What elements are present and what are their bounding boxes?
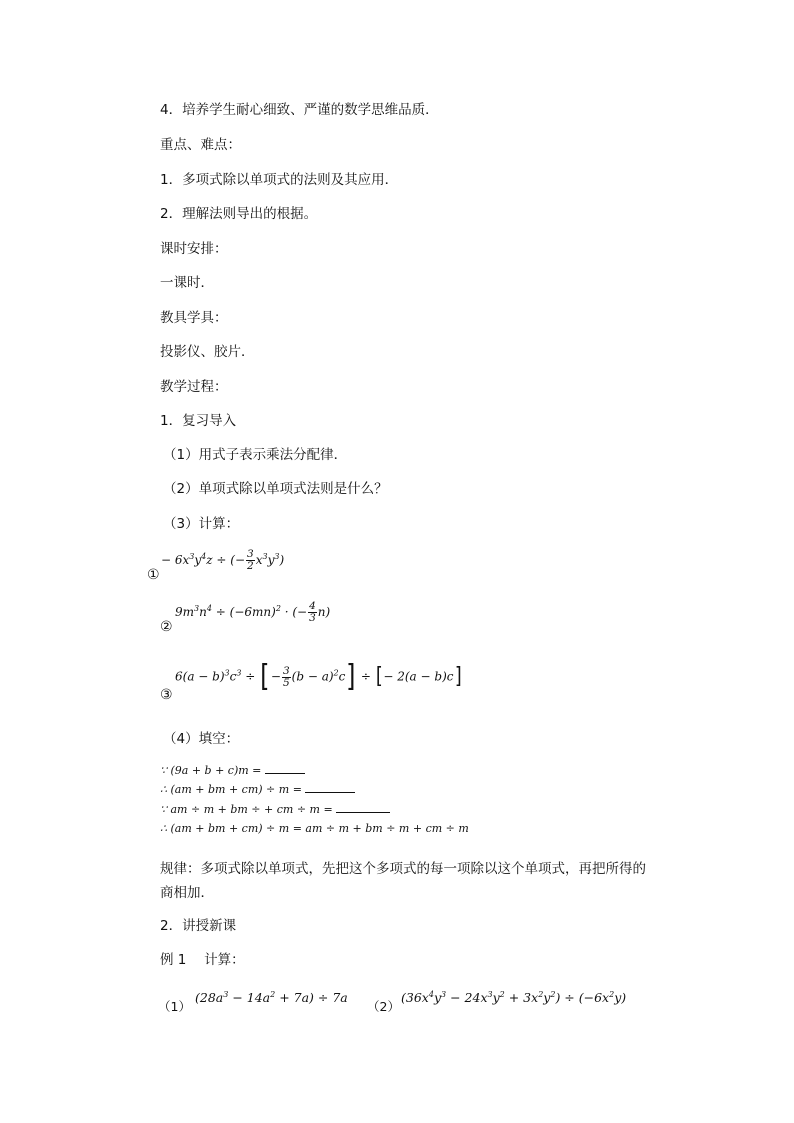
fraction-3-2: $\frac{3}{2}$ [247,548,254,572]
fill-line-3: ∵ am ÷ m + bm ÷ + cm ÷ m = [160,802,390,817]
circled-3-marker: ③ [160,687,173,703]
objective-4: 4．培养学生耐心细致、严谨的数学思维品质． [160,102,439,118]
schedule-value: 一课时． [160,275,214,291]
example-expression-1: $(28a^3 - 14a^2 + 7a) \div 7a$ [195,989,348,1005]
review-q3: （3）计算： [163,516,240,532]
answer-blank-2[interactable] [305,782,355,793]
section-review: 1．复习导入 [160,413,237,429]
expression-3: $6(a - b)^3c^3$ ÷ [− $\frac{3}{5}$ $(b - a)^2c$] ÷ [− 2(a − b)c] [175,659,462,694]
section-new-lesson: 2．讲授新课 [160,918,237,934]
answer-blank-1[interactable] [265,763,305,774]
key-point-1: 1．多项式除以单项式的法则及其应用． [160,172,399,188]
key-points-heading: 重点、难点： [160,137,241,153]
fill-line-2: ∴ (am + bm + cm) ÷ m = [160,782,355,797]
key-point-2: 2．理解法则导出的根据。 [160,206,318,222]
answer-blank-3[interactable] [336,802,390,813]
fill-line-4: ∴ (am + bm + cm) ÷ m = am ÷ m + bm ÷ m + cm ÷ m [160,822,469,835]
rule-line-1: 规律：多项式除以单项式，先把这个多项式的每一项除以这个单项式，再把所得的 [160,861,646,877]
circled-1-marker: ① [147,567,160,583]
tools-heading: 教具学具： [160,310,228,326]
fill-line-1: ∵ (9a + b + c)m = [160,763,305,778]
expression-1: − $6x^3y^4z$ ÷ (− $\frac{3}{2}$ $x^3y^3$) [161,548,285,572]
circled-2-marker: ② [160,619,173,635]
example-2-label: （2） [367,999,400,1014]
example-1-label: （1） [158,999,191,1014]
example-expression-2: $(36x^4y^3 - 24x^3y^2 + 3x^2y^2) \div (-6x^2y)$ [401,989,627,1005]
tools-value: 投影仪、胶片． [160,344,255,360]
fraction-3-5: $\frac{3}{5}$ [282,664,290,689]
process-heading: 教学过程： [160,379,228,395]
review-q4: （4）填空： [163,731,240,747]
rule-line-2: 商相加． [160,885,214,901]
review-q2: （2）单项式除以单项式法则是什么？ [163,481,388,497]
review-q1: （1）用式子表示乘法分配律． [163,447,348,463]
schedule-heading: 课时安排： [160,241,228,257]
fraction-4-3: $\frac{4}{3}$ [309,600,316,624]
example-1-heading: 例 1 计算： [160,952,245,968]
expression-2: $9m^3n^4 \div (-6mn)^2$ · (− $\frac{4}{3}$ n) [175,600,331,624]
